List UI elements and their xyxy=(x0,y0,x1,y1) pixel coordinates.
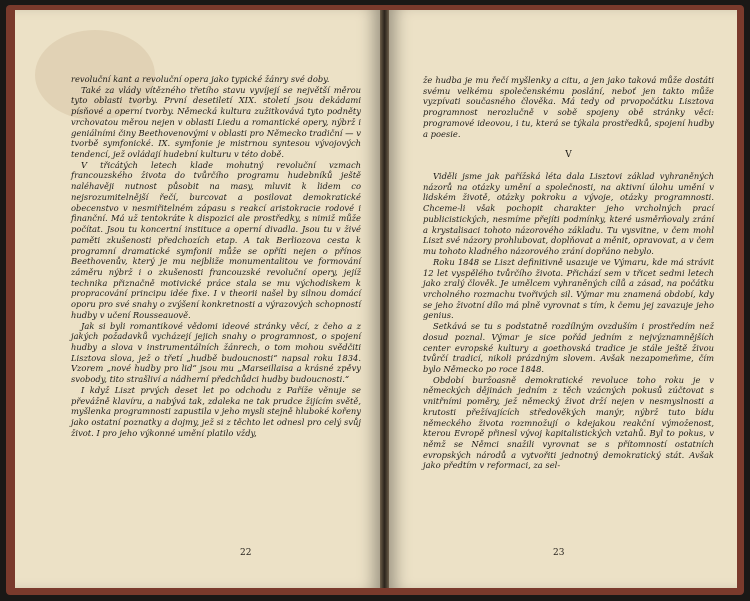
paragraph: Také za vlády vítězného třetího stavu vyvíjejí se největší měrou tyto oblasti tvorby. První desetiletí XIX. století jsou dekádami písňové a operní tvorby. Německá kultura zužitkovává tyto podněty vrchovatou měrou nejen v oblasti Liedu a romantické opery, nýbrž i geniálními činy Beethovenovými v oblasti pro Německo tradiční — v tvorbě symfonické. IX. symfonie je mistrnou syntesou vývojových tendencí, jež ovládají hudební kulturu v této době. xyxy=(71,84,361,160)
paragraph: revoluční kant a revoluční opera jako typické žánry své doby. xyxy=(71,74,330,84)
paragraph: V třicátých letech klade mohutný revoluční vzmach francouzského života do tvůrčího programu hudebníků ještě naléhavěji nutnost působit na masy, mluvit k lidem co nejsrozumitelnější řečí, burcovat a posilovat demokratické obecenstvo v nesmiřitelném zápasu s reakcí aristokracie rodové i finanční. Má už tentokráte k dispozici ale prostředky, s nimiž může počítat. Jsou tu koncertní instituce a operní divadla. Jsou tu v živé paměti zkušenosti předchozích etap. A tak Berliozova cesta k programní dramatické symfonii může se opříti nejen o přínos Beethovenův, který je mu nejbliže monumentalitou ve formování záměru nýbrž i o zkušenosti francouzské revoluční opery, jejíž technika přiznačně motivické práce stala se mu východiskem k propracování principu idée fixe. I v theorii našel by silnou domácí oporu pro své snahy o zvýšení konkretnosti a výrazových schopností hudby v učení Rousseauově. xyxy=(71,159,361,320)
section-heading: V xyxy=(565,150,572,161)
right-page xyxy=(389,10,737,588)
paragraph: Setkává se tu s podstatně rozdílným ovzduším i prostředím než dosud poznal. Výmar je sice pořád jedním z nejvýznamnějších center evropské kultury a goethovská tradice je stále ještě živou tvůrčí tradicí, nikoli prázdným slovem. Avšak nezapomeňme, čím bylo Německo po roce 1848. xyxy=(423,321,714,374)
page-number: 23 xyxy=(553,548,565,558)
book-gutter xyxy=(380,10,389,588)
right-page-text xyxy=(423,75,714,471)
paragraph: Viděli jsme jak pařížská léta dala Lisztovi základ vyhraněných názorů na otázky umění a společnosti, na aktivní úlohu umění v lidském životě, otázky pokroku a vývoje, otázky programnosti. Chceme-li však pochopit charakter jeho vrcholných prací publicistických, nesmíme přejíti podmínky, které usměrňovaly zrání a krystalisaci tohoto názorového základu. Tu vysvitne, v čem mohl Liszt své názory prohlubovat, doplňovat a měnit, opravovat, a v čem mu tohoto kladného názorového zrání dopřáno nebylo. xyxy=(423,171,714,257)
paragraph: Období buržoasně demokratické revoluce toho roku je v německých dějinách jedním z těch vzácných pokusů zúčtovat s vnitřními poměry, jež německý život drží nejen v nesmyslnosti a krutosti přežívajících středověkých manýr, nýbrž tuto bídu německého života rozmnožují o kdejakou reakční výmoženost, kterou Evropě přinesl vývoj kapitalistických vztahů. Byl to pokus, v němž se Němci snažili vyrovnat se s přítomností ostatních evropských národů a vytvořiti jednotný demokratický stát. Avšak jako předtím v reformaci, za sel- xyxy=(423,374,714,471)
left-page-text xyxy=(71,74,361,438)
paragraph: že hudba je mu řečí myšlenky a citu, a jen jako taková může dostáti svému velkému společenskému poslání, neboť jen takto může vyzpívati současného člověka. Má tedy od prvopočátku Lisztova programnost nerozlučně v sobě spojeny obě stránky věci: programové ideovou, i tu, která se týkala prostředků, spojení hudby a poesie. xyxy=(423,75,714,139)
left-page xyxy=(15,10,380,588)
paragraph: Jak si byli romantikové vědomi ideové stránky věcí, z čeho a z jakých požadavků vycházejí jejich snahy o programnost, o spojení hudby a slova v instrumentálních žánrech, o tom mohou svědčiti Lisztova slova, jež o třetí „hudbě budoucnosti“ napsal roku 1834. Vzorem „nové hudby pro lid“ jsou mu „Marseillaisa a krásné zpěvy svobody, tito strašliví a nádherní předchůdci hudby budoucnosti.“ xyxy=(71,320,361,385)
page-number: 22 xyxy=(240,548,252,558)
paragraph: I když Liszt prvých deset let po odchodu z Paříže věnuje se převážně klavíru, a nabývá tak, zdaleka ne tak prudce žijícím světě, myšlenka programnosti zapustila v jeho mysli stejně hluboké kořeny jako ostatní poznatky a dojmy, jež si z těchto let odnesl pro celý svůj život. I pro jeho výkonné umění platilo vždy, xyxy=(71,384,361,438)
paragraph: Roku 1848 se Liszt definitivně usazuje ve Výmaru, kde má strávit 12 let vyspělého tvůrčího života. Přichází sem v třicet sedmi letech jako zralý člověk. Je umělcem vyhraněných cílů a zásad, na počátku vrcholného rozmachu tvořivých sil. Výmar mu znamená období, kdy se jeho životní dílo má plně vyrovnat s tím, k čemu jej zavazuje jeho genius. xyxy=(423,256,714,321)
